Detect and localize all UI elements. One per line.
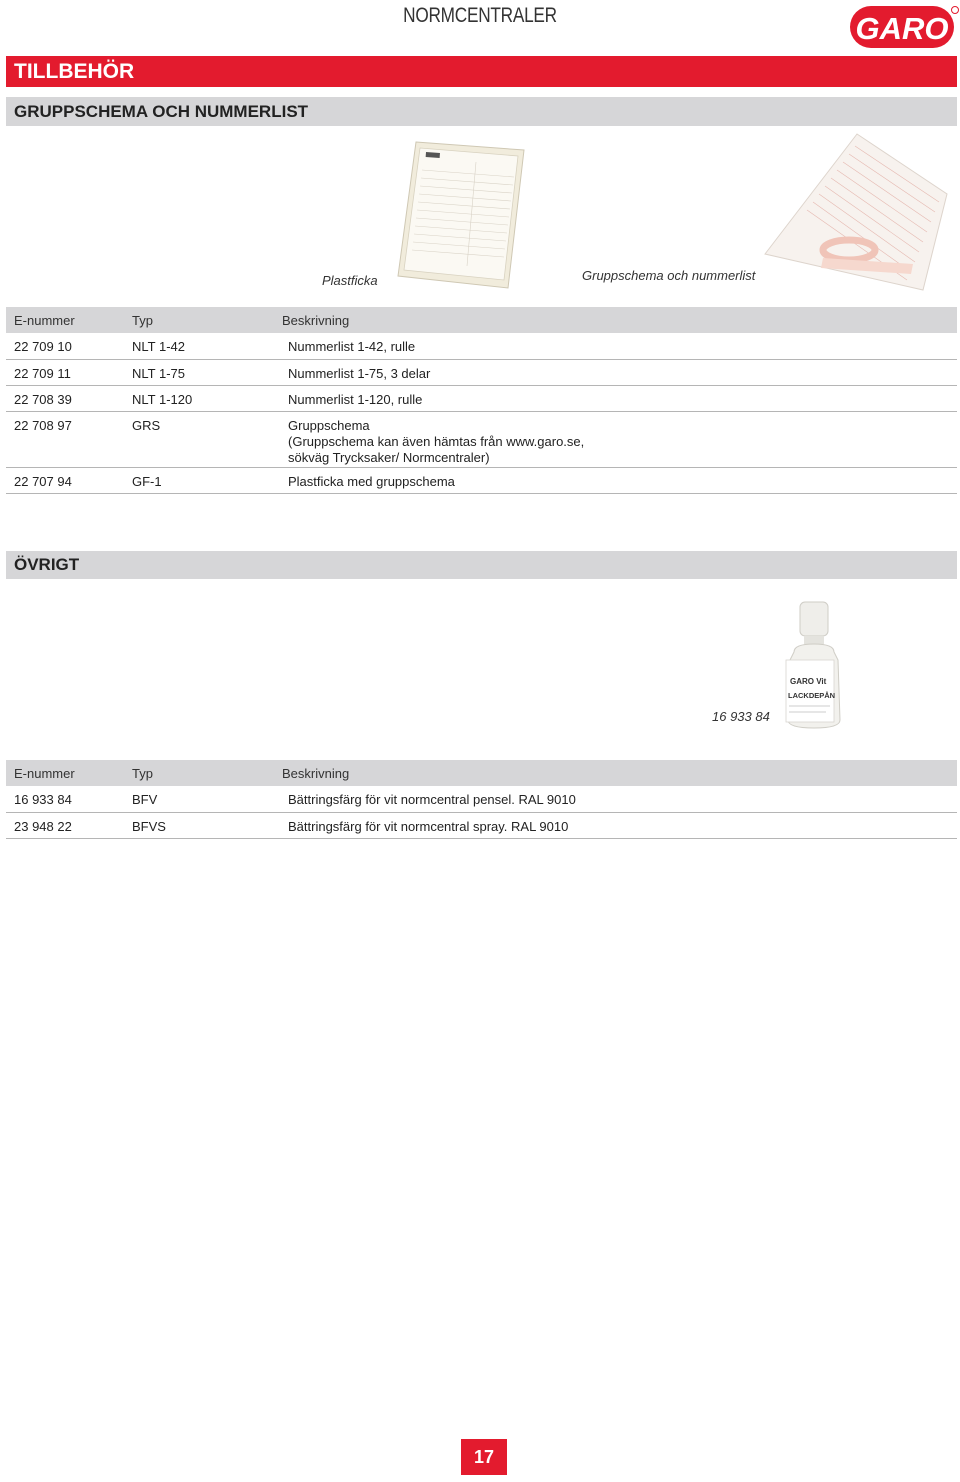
table-header bbox=[6, 760, 957, 786]
cell-typ: GF-1 bbox=[132, 474, 162, 489]
cell-typ: NLT 1-42 bbox=[132, 339, 185, 354]
desc-line: sökväg Trycksaker/ Normcentraler) bbox=[288, 450, 490, 465]
cell-enummer: 22 709 11 bbox=[14, 366, 71, 381]
table-header bbox=[6, 307, 957, 333]
caption-plastficka: Plastficka bbox=[322, 273, 378, 288]
cell-beskrivning: Bättringsfärg för vit normcentral pensel. RAL 9010 bbox=[288, 792, 576, 807]
col-header-typ: Typ bbox=[132, 313, 153, 328]
product-table-ovrigt bbox=[6, 760, 957, 839]
garo-logo bbox=[848, 4, 960, 50]
cell-beskrivning: Bättringsfärg för vit normcentral spray. RAL 9010 bbox=[288, 819, 569, 834]
table-row bbox=[6, 813, 957, 839]
cell-typ: BFVS bbox=[132, 819, 166, 834]
cell-beskrivning: Nummerlist 1-120, rulle bbox=[288, 392, 423, 407]
caption-gruppschema: Gruppschema och nummerlist bbox=[582, 268, 756, 283]
caption-bottle: 16 933 84 bbox=[712, 709, 770, 724]
cell-enummer: 22 707 94 bbox=[14, 474, 72, 489]
desc-line: (Gruppschema kan även hämtas från www.garo.se, bbox=[288, 434, 585, 449]
col-header-typ: Typ bbox=[132, 766, 153, 781]
table-row bbox=[6, 412, 957, 468]
cell-beskrivning: Plastficka med gruppschema bbox=[288, 474, 455, 489]
product-table-gruppschema bbox=[6, 307, 957, 494]
col-header-enummer: E-nummer bbox=[14, 313, 75, 328]
cell-enummer: 22 708 97 bbox=[14, 418, 72, 433]
cell-enummer: 16 933 84 bbox=[14, 792, 72, 807]
cell-enummer: 23 948 22 bbox=[14, 819, 72, 834]
cell-typ: BFV bbox=[132, 792, 158, 807]
table-row bbox=[6, 333, 957, 360]
svg-text:GARO Vit: GARO Vit bbox=[790, 677, 827, 686]
table-row bbox=[6, 786, 957, 813]
cell-beskrivning: Nummerlist 1-75, 3 delar bbox=[288, 366, 431, 381]
table-row bbox=[6, 468, 957, 494]
cell-typ: NLT 1-75 bbox=[132, 366, 185, 381]
section-title-ovrigt: ÖVRIGT bbox=[6, 551, 957, 579]
col-header-beskrivning: Beskrivning bbox=[282, 766, 350, 781]
section-title-tillbehor: TILLBEHÖR bbox=[6, 56, 957, 87]
table-row bbox=[6, 386, 957, 412]
col-header-beskrivning: Beskrivning bbox=[282, 313, 350, 328]
svg-text:LACKDEPÅN: LACKDEPÅN bbox=[788, 691, 836, 700]
cell-beskrivning: Nummerlist 1-42, rulle bbox=[288, 339, 416, 354]
cell-enummer: 22 708 39 bbox=[14, 392, 72, 407]
cell-typ: GRS bbox=[132, 418, 161, 433]
paint-bottle-image bbox=[780, 598, 850, 730]
subsection-title-gruppschema: GRUPPSCHEMA OCH NUMMERLIST bbox=[6, 97, 957, 126]
desc-line: Gruppschema bbox=[288, 418, 370, 433]
plastficka-image bbox=[396, 140, 526, 290]
table-row bbox=[6, 360, 957, 386]
svg-text:GARO: GARO bbox=[855, 11, 949, 46]
page-number: 17 bbox=[461, 1439, 507, 1475]
gruppschema-image bbox=[763, 132, 949, 292]
col-header-enummer: E-nummer bbox=[14, 766, 75, 781]
cell-beskrivning bbox=[288, 418, 584, 466]
cell-enummer: 22 709 10 bbox=[14, 339, 72, 354]
cell-typ: NLT 1-120 bbox=[132, 392, 193, 407]
page-header-title: NORMCENTRALER bbox=[403, 4, 557, 27]
